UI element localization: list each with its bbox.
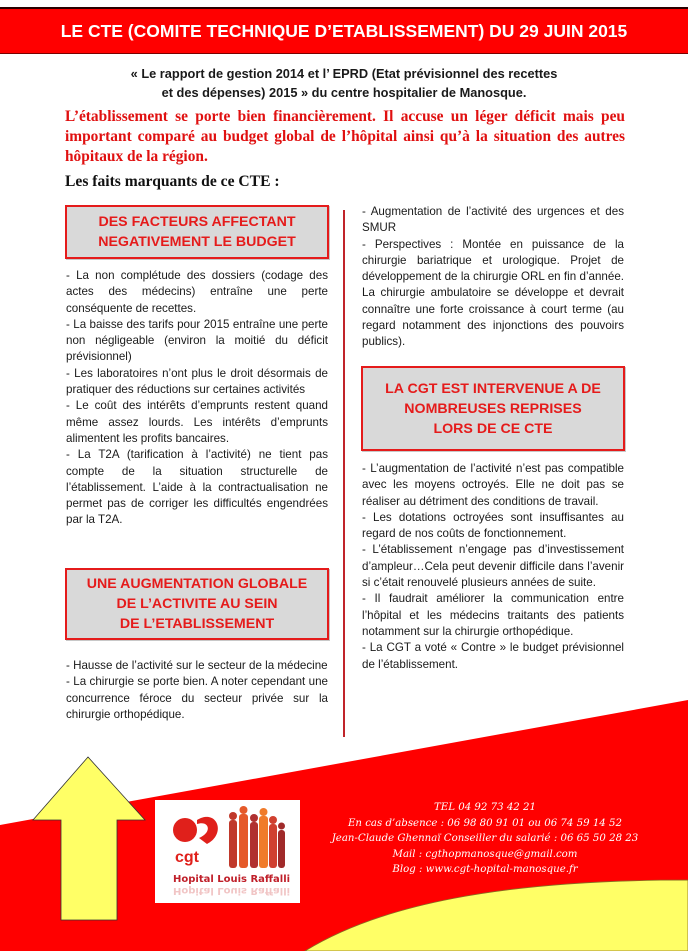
box-title-line: DE L’ACTIVITE AU SEIN [116, 596, 278, 612]
activity-growth-list-left [66, 658, 328, 723]
people-silhouettes-icon [229, 806, 285, 868]
column-divider [343, 210, 345, 737]
box-title-line: NOMBREUSES REPRISES [404, 400, 582, 417]
list-item: - La CGT a voté « Contre » le budget prévisionnel de l’établissement. [362, 641, 624, 671]
box-title-line: LORS DE CE CTE [433, 420, 553, 437]
logo-hospital-reflection: Hopital Louis Raffalli [173, 885, 291, 896]
list-item: - Augmentation de l’activité des urgences et des SMUR [362, 205, 624, 235]
contact-tel: TEL 04 92 73 42 21 [433, 802, 536, 813]
box-title-line: UNE AUGMENTATION GLOBALE [86, 576, 308, 592]
list-item: - Perspectives : Montée en puissance de la chirurgie bariatrique et urologique. Projet de développement de la chirurgie ORL en fin d’année. La chirurgie ambulatoire se développe et devrait connaître une forte croissance à court terme (au regard notamment des injonctions des pouvoirs publics). [362, 237, 624, 349]
page-title: LE CTE (COMITE TECHNIQUE D’ETABLISSEMENT) DU 29 JUIN 2015 [60, 20, 628, 41]
list-item: - Il faudrait améliorer la communication entre l’hôpital et les médecins traitants des patients notamment sur la chirurgie orthopédique. [362, 592, 624, 638]
logo-union-text: cgt [175, 849, 199, 866]
box-title-line: DE L’ETABLISSEMENT [119, 616, 275, 632]
list-item: - L’établissement n’engage pas d’investissement d’ampleur…Cela peut devenir difficile dans l’avenir si c’était renouvelé plusieurs années de suite. [362, 543, 624, 590]
cgt-intervention-list [362, 461, 624, 673]
rose-icon [173, 818, 197, 842]
subtitle [0, 64, 688, 102]
box-title-line: DES FACTEURS AFFECTANT [98, 214, 296, 230]
list-item: - La T2A (tarification à l’activité) ne tient pas compte de la situation structurelle de l’établissement. L’aide à la contractualisation ne permet pas de corriger les difficultés engendrées par la T2A. [66, 448, 328, 527]
list-item: - La baisse des tarifs pour 2015 entraîne une perte non négligeable (environ la moitié du déficit prévisionnel) [66, 317, 328, 364]
negative-factors-list [66, 268, 328, 529]
activity-growth-list-right [362, 204, 624, 351]
cgt-hospital-logo [155, 800, 300, 903]
list-item: - Les dotations octroyées sont insuffisantes au regard de nos coûts de fonctionnement. [362, 510, 624, 541]
logo-hospital-text: Hopital Louis Raffalli [173, 874, 291, 885]
box-title-line: NEGATIVEMENT LE BUDGET [98, 234, 296, 250]
contact-absence: En cas d’absence : 06 98 80 91 01 ou 06 74 59 14 52 [347, 817, 622, 829]
subtitle-line-1: « Le rapport de gestion 2014 et l’ EPRD (Etat prévisionnel des recettes [130, 66, 558, 81]
intro-paragraph: L’établissement se porte bien financièrement. Il accuse un léger déficit mais peu important comparé au budget global de l’hôpital ainsi qu’à la situation des autres hôpitaux de la région. [65, 108, 625, 165]
logo-graphic [155, 800, 300, 903]
contact-block [300, 800, 670, 878]
list-item: - La chirurgie se porte bien. A noter cependant une concurrence féroce du secteur privée sur la chirurgie orthopédique. [66, 675, 328, 721]
contact-mail[interactable]: Mail : cgthopmanosque@gmail.com [392, 848, 578, 860]
subtitle-line-2: et des dépenses) 2015 » du centre hospitalier de Manosque. [161, 85, 527, 100]
list-item: - Les laboratoires n’ont plus le droit désormais de pratiquer des réductions sur certaines activités [66, 366, 328, 397]
contact-advisor: Jean-Claude Ghennaï Conseiller du salarié : 06 65 50 28 23 [331, 833, 639, 844]
section-heading: Les faits marquants de ce CTE : [65, 173, 280, 190]
activity-growth-box [65, 568, 329, 640]
negative-factors-box [65, 205, 329, 259]
list-item: - La non complétude des dossiers (codage des actes des médecins) entraîne une perte conséquente de recettes. [66, 269, 328, 315]
contact-blog[interactable]: Blog : www.cgt-hopital-manosque.fr [392, 864, 578, 875]
box-title-line: LA CGT EST INTERVENUE A DE [385, 380, 601, 397]
cgt-intervention-box [361, 366, 625, 451]
header-bar [0, 7, 688, 54]
list-item: - Hausse de l’activité sur le secteur de la médecine [66, 659, 328, 672]
list-item: - Le coût des intérêts d’emprunts restent quand même assez lourds. Les intérêts d’emprunts alimentent les profits bancaires. [66, 399, 328, 445]
list-item: - L’augmentation de l’activité n’est pas compatible avec les moyens octroyés. Elle ne doit pas se réaliser au détriment des conditions de travail. [362, 462, 624, 508]
